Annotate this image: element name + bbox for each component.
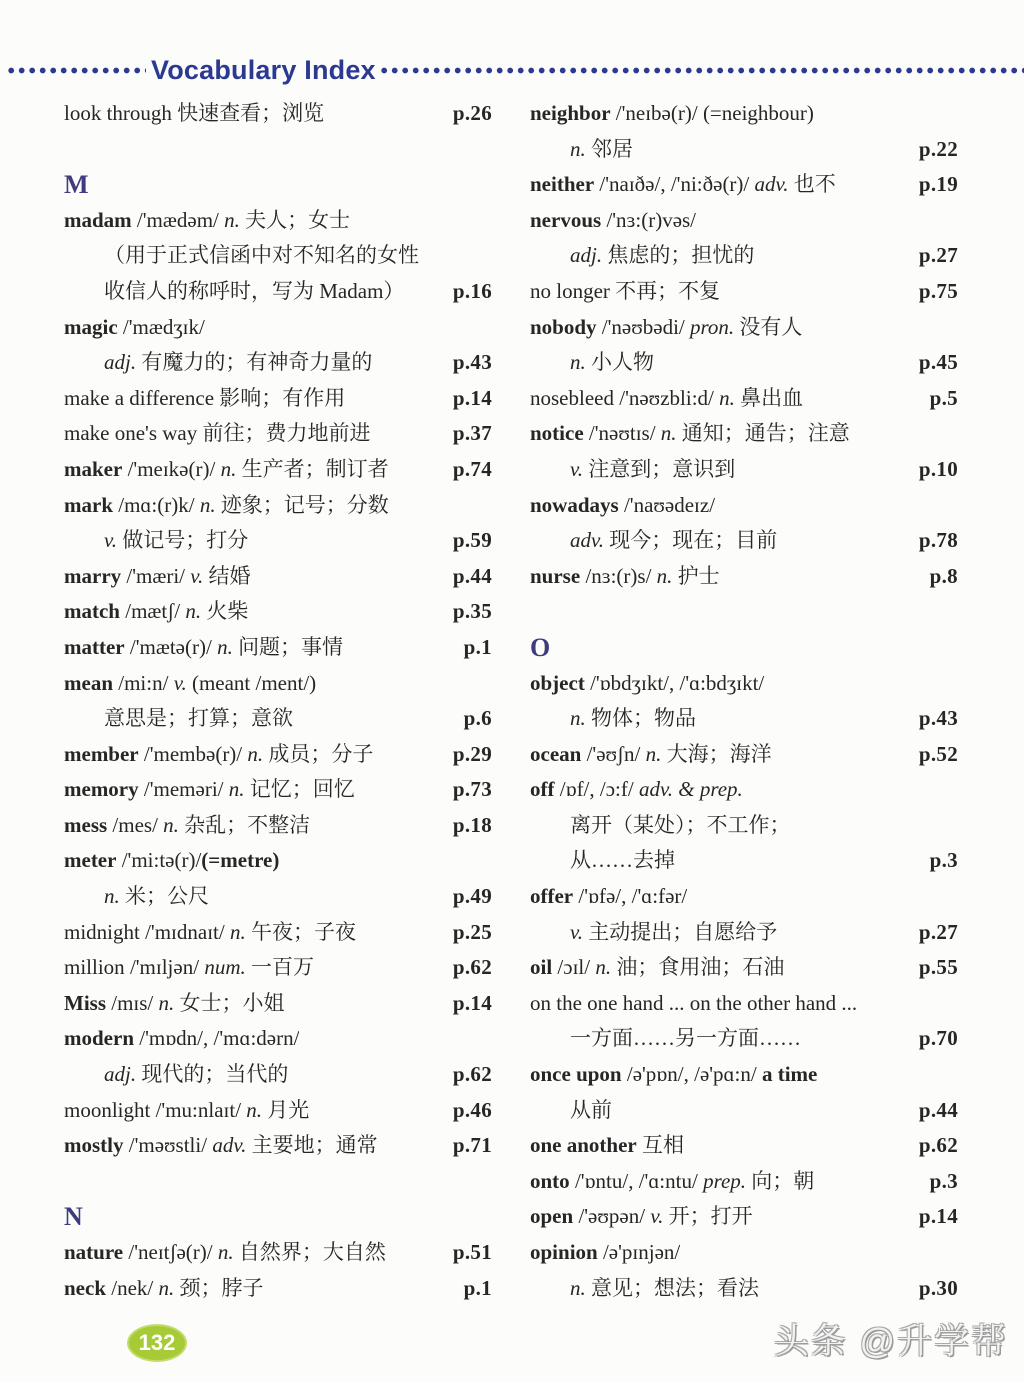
index-entry bbox=[530, 1093, 958, 1129]
index-entry bbox=[64, 1021, 492, 1057]
page-ref: p.1 bbox=[463, 634, 492, 659]
index-entry bbox=[530, 416, 958, 452]
entry-text: off /ɒf/, /ɔ:f/ adv. & prep. bbox=[530, 777, 743, 802]
index-entry bbox=[64, 950, 492, 986]
dotted-rule-left-icon bbox=[8, 67, 146, 74]
index-entry bbox=[530, 381, 958, 417]
entry-text: memory /'meməri/ n. 记忆；回忆 bbox=[64, 777, 355, 802]
index-entry bbox=[64, 416, 492, 452]
index-entry bbox=[530, 1235, 958, 1271]
index-entry bbox=[64, 488, 492, 524]
dotted-rule-right-icon bbox=[381, 67, 1024, 74]
index-entry bbox=[530, 452, 958, 488]
index-entry bbox=[530, 915, 958, 951]
entry-text: one another 互相 bbox=[530, 1133, 684, 1158]
entry-text: meter /'mi:tə(r)/(=metre) bbox=[64, 848, 280, 873]
page-title: Vocabulary Index bbox=[151, 54, 376, 85]
entry-text: adj. 现代的；当代的 bbox=[104, 1062, 289, 1087]
page-ref: p.5 bbox=[929, 385, 958, 410]
index-entry bbox=[530, 238, 958, 274]
index-entry bbox=[530, 808, 958, 844]
index-entry bbox=[530, 1128, 958, 1164]
index-entry bbox=[64, 1057, 492, 1093]
entry-text: nobody /'nəʊbədi/ pron. 没有人 bbox=[530, 314, 803, 339]
index-entry bbox=[530, 203, 958, 239]
entry-text: nervous /'nɜ:(r)vəs/ bbox=[530, 207, 697, 232]
page-ref: p.3 bbox=[929, 848, 958, 873]
section-letter: N bbox=[64, 1202, 83, 1232]
entry-text: n. 小人物 bbox=[570, 350, 654, 375]
index-entry bbox=[64, 310, 492, 346]
index-entry bbox=[530, 950, 958, 986]
entry-text: onto /'ɒntu/, /'ɑ:ntu/ prep. 向；朝 bbox=[530, 1168, 815, 1193]
row-gap bbox=[64, 1164, 492, 1200]
entry-text: nosebleed /'nəʊzbli:d/ n. 鼻出血 bbox=[530, 385, 804, 410]
row-gap bbox=[530, 594, 958, 630]
entry-text: adj. 焦虑的；担忧的 bbox=[570, 243, 755, 268]
page-ref: p.43 bbox=[918, 706, 958, 731]
index-entry bbox=[64, 701, 492, 737]
index-entry bbox=[64, 203, 492, 239]
index-entry bbox=[64, 772, 492, 808]
entry-text: opinion /ə'pɪnjən/ bbox=[530, 1240, 681, 1264]
entry-text: oil /ɔɪl/ n. 油；食用油；石油 bbox=[530, 955, 785, 980]
index-entry bbox=[64, 737, 492, 773]
page-ref: p.75 bbox=[918, 278, 958, 303]
index-column-left bbox=[64, 96, 492, 1306]
index-entry bbox=[64, 843, 492, 879]
entry-text: 收信人的称呼时，写为 Madam） bbox=[104, 278, 405, 303]
page-header bbox=[0, 52, 1024, 88]
index-entry bbox=[530, 310, 958, 346]
page-ref: p.62 bbox=[452, 955, 492, 980]
entry-text: v. 做记号；打分 bbox=[104, 528, 249, 553]
page-ref: p.18 bbox=[452, 812, 492, 837]
entry-text: moonlight /'mu:nlaɪt/ n. 月光 bbox=[64, 1097, 310, 1122]
entry-text: marry /'mæri/ v. 结婚 bbox=[64, 563, 251, 588]
index-entry bbox=[64, 96, 492, 132]
page-ref: p.8 bbox=[929, 563, 958, 588]
index-entry bbox=[530, 523, 958, 559]
page-ref: p.46 bbox=[452, 1097, 492, 1122]
index-entry bbox=[530, 1271, 958, 1307]
page-ref: p.70 bbox=[918, 1026, 958, 1051]
index-entry bbox=[64, 986, 492, 1022]
page-ref: p.52 bbox=[918, 741, 958, 766]
index-entry bbox=[64, 523, 492, 559]
index-entry bbox=[530, 96, 958, 132]
entry-text: notice /'nəʊtɪs/ n. 通知；通告；注意 bbox=[530, 421, 850, 446]
index-entry bbox=[530, 879, 958, 915]
page-ref: p.22 bbox=[918, 136, 958, 161]
index-entry bbox=[64, 274, 492, 310]
index-entry bbox=[530, 167, 958, 203]
entry-text: v. 主动提出；自愿给予 bbox=[570, 919, 778, 944]
page-ref: p.74 bbox=[452, 456, 492, 481]
page-ref: p.14 bbox=[452, 385, 492, 410]
entry-text: mess /mes/ n. 杂乱；不整洁 bbox=[64, 812, 311, 837]
page-ref: p.45 bbox=[918, 350, 958, 375]
index-entry bbox=[64, 594, 492, 630]
entry-text: neither /'naɪðə/, /'ni:ðə(r)/ adv. 也不 bbox=[530, 172, 836, 197]
index-entry bbox=[64, 630, 492, 666]
page-ref: p.27 bbox=[918, 243, 958, 268]
page-ref: p.62 bbox=[452, 1062, 492, 1087]
index-entry bbox=[64, 666, 492, 702]
index-entry bbox=[530, 1164, 958, 1200]
entry-text: neighbor /'neɪbə(r)/ (=neighbour) bbox=[530, 101, 814, 125]
page-ref: p.35 bbox=[452, 599, 492, 624]
index-entry bbox=[530, 1199, 958, 1235]
page-ref: p.55 bbox=[918, 955, 958, 980]
index-entry bbox=[530, 345, 958, 381]
entry-text: once upon /ə'pɒn/, /ə'pɑ:n/ a time bbox=[530, 1062, 818, 1087]
entry-text: n. 邻居 bbox=[570, 136, 633, 161]
index-entry bbox=[530, 488, 958, 524]
entry-text: make one's way 前往；费力地前进 bbox=[64, 421, 371, 446]
page-ref: p.25 bbox=[452, 919, 492, 944]
page-ref: p.30 bbox=[918, 1275, 958, 1300]
page-ref: p.43 bbox=[452, 350, 492, 375]
entry-text: 一方面……另一方面…… bbox=[570, 1026, 801, 1051]
entry-text: midnight /'mɪdnaɪt/ n. 午夜；子夜 bbox=[64, 919, 356, 944]
index-entry bbox=[530, 986, 958, 1022]
entry-text: nowadays /'naʊədeɪz/ bbox=[530, 492, 716, 517]
entry-text: member /'membə(r)/ n. 成员；分子 bbox=[64, 741, 374, 766]
index-entry bbox=[64, 381, 492, 417]
page-ref: p.59 bbox=[452, 528, 492, 553]
page-ref: p.62 bbox=[918, 1133, 958, 1158]
entry-text: adj. 有魔力的；有神奇力量的 bbox=[104, 350, 373, 375]
entry-text: offer /'ɒfə/, /'ɑ:fər/ bbox=[530, 884, 688, 909]
page-number-badge: 132 bbox=[127, 1324, 187, 1362]
index-entry bbox=[530, 843, 958, 879]
entry-text: 离开（某处）；不工作； bbox=[570, 812, 791, 837]
entry-text: v. 注意到；意识到 bbox=[570, 456, 736, 481]
index-entry bbox=[530, 132, 958, 168]
entry-text: million /'mɪljən/ num. 一百万 bbox=[64, 955, 314, 980]
entry-text: matter /'mætə(r)/ n. 问题；事情 bbox=[64, 634, 344, 659]
page-ref: p.6 bbox=[463, 706, 492, 731]
entry-text: n. 米；公尺 bbox=[104, 884, 209, 909]
entry-text: mark /mɑ:(r)k/ n. 迹象；记号；分数 bbox=[64, 492, 389, 517]
page-ref: p.29 bbox=[452, 741, 492, 766]
index-entry bbox=[64, 452, 492, 488]
index-entry bbox=[64, 238, 492, 274]
page-ref: p.44 bbox=[918, 1097, 958, 1122]
entry-text: n. 意见；想法；看法 bbox=[570, 1275, 759, 1300]
entry-text: open /'əʊpən/ v. 开；打开 bbox=[530, 1204, 753, 1229]
entry-text: look through 快速查看；浏览 bbox=[64, 101, 325, 125]
page-ref: p.3 bbox=[929, 1168, 958, 1193]
entry-text: mostly /'məʊstli/ adv. 主要地；通常 bbox=[64, 1133, 378, 1158]
entry-text: nurse /nɜ:(r)s/ n. 护士 bbox=[530, 563, 720, 588]
entry-text: modern /'mɒdn/, /'mɑ:dərn/ bbox=[64, 1026, 300, 1051]
entry-text: ocean /'əʊʃn/ n. 大海；海洋 bbox=[530, 741, 772, 766]
entry-text: on the one hand ... on the other hand ... bbox=[530, 990, 858, 1015]
entry-text: magic /'mædʒɪk/ bbox=[64, 314, 205, 339]
index-columns bbox=[0, 96, 1024, 1306]
page-ref: p.71 bbox=[452, 1133, 492, 1158]
row-gap bbox=[64, 132, 492, 168]
index-entry bbox=[530, 1057, 958, 1093]
index-entry bbox=[64, 1093, 492, 1129]
entry-text: match /mætʃ/ n. 火柴 bbox=[64, 599, 249, 624]
index-entry bbox=[530, 1021, 958, 1057]
index-entry bbox=[64, 1235, 492, 1271]
entry-text: nature /'neɪtʃə(r)/ n. 自然界；大自然 bbox=[64, 1240, 386, 1264]
entry-text: madam /'mædəm/ n. 夫人；女士 bbox=[64, 207, 351, 232]
entry-text: no longer 不再；不复 bbox=[530, 278, 721, 303]
index-entry bbox=[530, 737, 958, 773]
entry-text: 从……去掉 bbox=[570, 848, 675, 873]
entry-text: （用于正式信函中对不知名的女性 bbox=[104, 243, 419, 268]
entry-text: make a difference 影响；有作用 bbox=[64, 385, 346, 410]
index-entry bbox=[64, 559, 492, 595]
page-ref: p.44 bbox=[452, 563, 492, 588]
page-ref: p.78 bbox=[918, 528, 958, 553]
entry-text: object /'ɒbdʒɪkt/, /'ɑ:bdʒɪkt/ bbox=[530, 670, 765, 695]
page-ref: p.10 bbox=[918, 456, 958, 481]
index-entry bbox=[64, 808, 492, 844]
index-entry bbox=[530, 772, 958, 808]
page-ref: p.73 bbox=[452, 777, 492, 802]
section-letter: O bbox=[530, 632, 551, 662]
index-entry bbox=[64, 915, 492, 951]
index-entry bbox=[64, 1271, 492, 1307]
section-letter: M bbox=[64, 170, 89, 200]
page-ref: p.51 bbox=[452, 1240, 492, 1264]
index-entry bbox=[64, 1128, 492, 1164]
page-ref: p.27 bbox=[918, 919, 958, 944]
page-ref: p.16 bbox=[452, 278, 492, 303]
page-ref: p.14 bbox=[918, 1204, 958, 1229]
index-entry bbox=[64, 879, 492, 915]
entry-text: mean /mi:n/ v. (meant /ment/) bbox=[64, 670, 317, 695]
index-entry bbox=[64, 345, 492, 381]
index-entry bbox=[530, 701, 958, 737]
entry-text: neck /nek/ n. 颈；脖子 bbox=[64, 1275, 264, 1300]
entry-text: n. 物体；物品 bbox=[570, 706, 696, 731]
page-ref: p.26 bbox=[452, 101, 492, 125]
page-ref: p.19 bbox=[918, 172, 958, 197]
page-ref: p.14 bbox=[452, 990, 492, 1015]
entry-text: adv. 现今；现在；目前 bbox=[570, 528, 778, 553]
entry-text: 从前 bbox=[570, 1097, 612, 1122]
index-entry bbox=[530, 274, 958, 310]
index-column-right bbox=[530, 96, 958, 1306]
entry-text: 意思是；打算；意欲 bbox=[104, 706, 293, 731]
entry-text: maker /'meɪkə(r)/ n. 生产者；制订者 bbox=[64, 456, 389, 481]
watermark: 头条 @升学帮 bbox=[773, 1322, 1008, 1361]
page-ref: p.49 bbox=[452, 884, 492, 909]
entry-text: Miss /mɪs/ n. 女士；小姐 bbox=[64, 990, 285, 1015]
index-entry bbox=[530, 559, 958, 595]
page-ref: p.1 bbox=[463, 1275, 492, 1300]
index-entry bbox=[530, 666, 958, 702]
page-ref: p.37 bbox=[452, 421, 492, 446]
